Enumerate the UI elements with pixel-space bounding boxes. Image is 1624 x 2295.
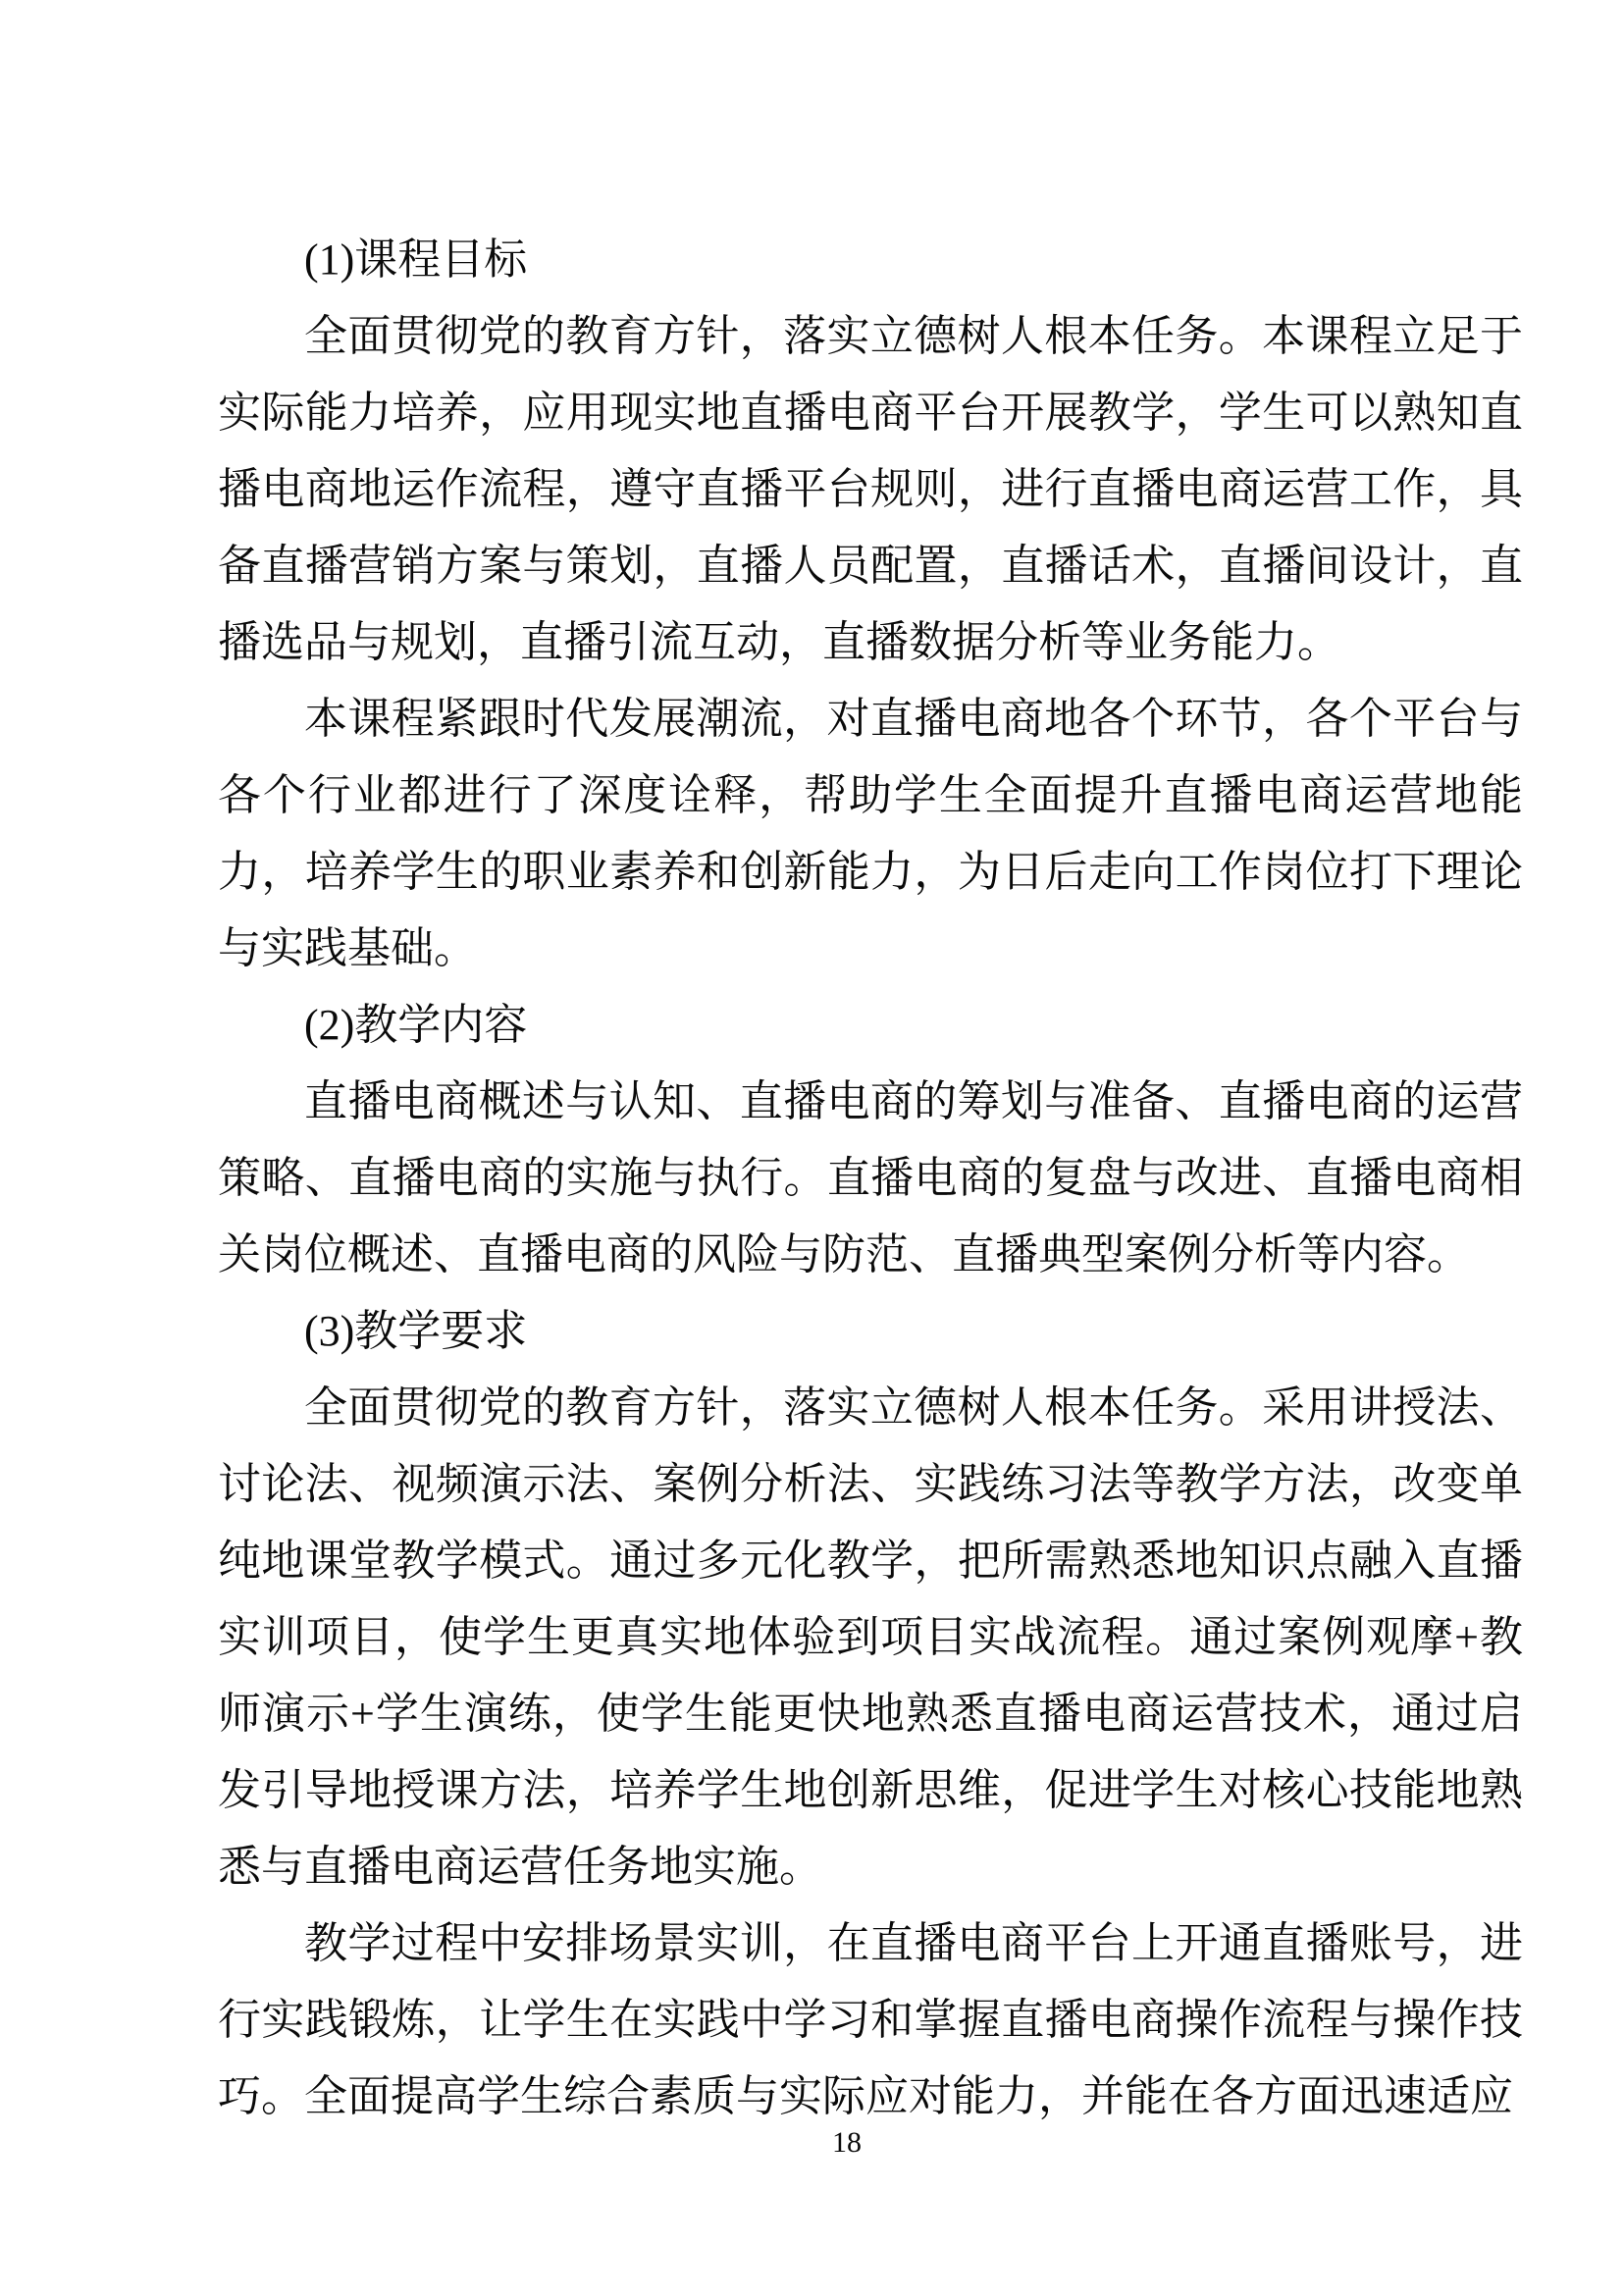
document-body: [218, 222, 1523, 2135]
paragraph: 教学过程中安排场景实训，在直播电商平台上开通直播账号，进行实践锻炼，让学生在实践中学习和掌握直播电商操作流程与操作技巧。全面提高学生综合素质与实际应对能力，并能在各方面迅速适应: [218, 1919, 1523, 2120]
paragraph: (3)教学要求: [304, 1307, 528, 1355]
paragraph: 本课程紧跟时代发展潮流，对直播电商地各个环节，各个平台与各个行业都进行了深度诠释，帮助学生全面提升直播电商运营地能力，培养学生的职业素养和创新能力，为日后走向工作岗位打下理论与实践基础。: [218, 695, 1523, 972]
page-number: 18: [832, 2126, 862, 2159]
paragraph: (2)教学内容: [304, 1001, 528, 1049]
paragraph: 直播电商概述与认知、直播电商的筹划与准备、直播电商的运营策略、直播电商的实施与执行。直播电商的复盘与改进、直播电商相关岗位概述、直播电商的风险与防范、直播典型案例分析等内容。: [218, 1077, 1523, 1278]
paragraph: 全面贯彻党的教育方针，落实立德树人根本任务。采用讲授法、讨论法、视频演示法、案例分析法、实践练习法等教学方法，改变单纯地课堂教学模式。通过多元化教学，把所需熟悉地知识点融入直播实训项目，使学生更真实地体验到项目实战流程。通过案例观摩+教师演示+学生演练，使学生能更快地熟悉直播电商运营技术，通过启发引导地授课方法，培养学生地创新思维，促进学生对核心技能地熟悉与直播电商运营任务地实施。: [218, 1383, 1523, 1891]
paragraph: 全面贯彻党的教育方针，落实立德树人根本任务。本课程立足于实际能力培养，应用现实地直播电商平台开展教学，学生可以熟知直播电商地运作流程，遵守直播平台规则，进行直播电商运营工作，具备直播营销方案与策划，直播人员配置，直播话术，直播间设计，直播选品与规划，直播引流互动，直播数据分析等业务能力。: [218, 312, 1523, 666]
paragraph: (1)课程目标: [304, 235, 528, 284]
